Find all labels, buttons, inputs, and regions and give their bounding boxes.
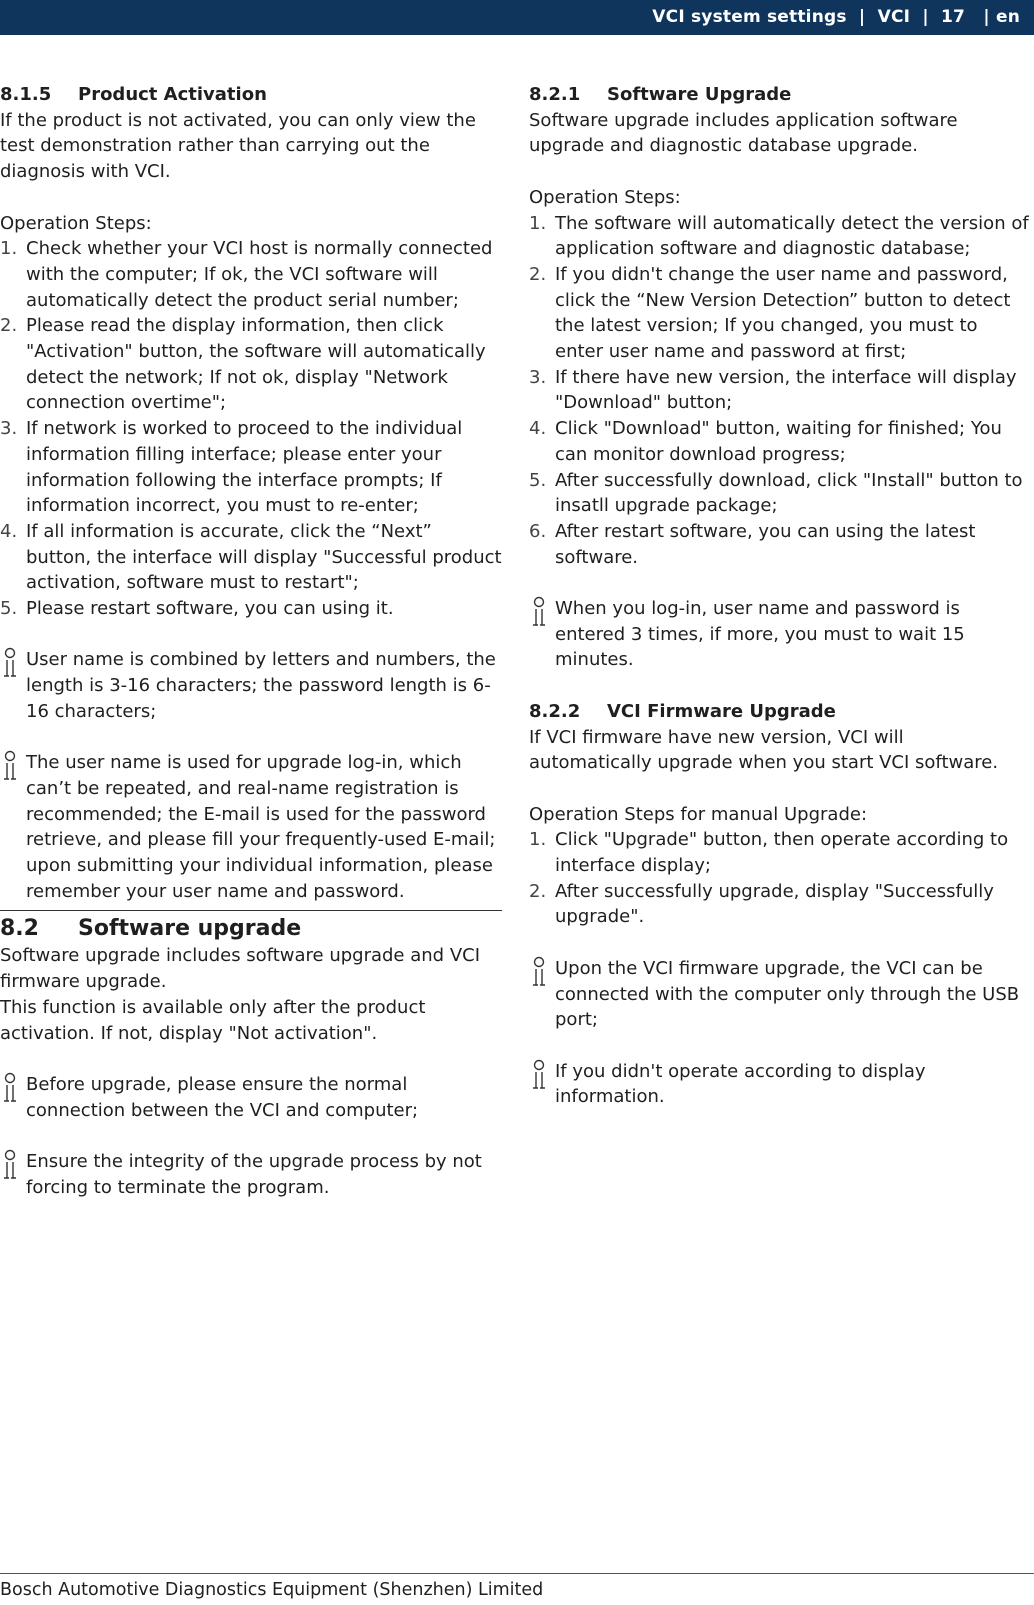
list-item: 4. If all information is accurate, click the “Next” button, the interface will display "Successful product activation, software must to restart"; bbox=[0, 520, 502, 594]
page-footer: Bosch Automotive Diagnostics Equipment (Shenzhen) Limited bbox=[0, 1580, 544, 1600]
right-column bbox=[529, 82, 1029, 1110]
list-item: 1. The software will automatically detect the version of application software and diagnostic database; bbox=[529, 212, 1029, 260]
section-title: Software Upgrade bbox=[607, 84, 792, 105]
info-note: When you log-in, user name and password is entered 3 times, if more, you must to wait 15 minutes. bbox=[529, 596, 1029, 673]
list-item: 2. Please read the display information, then click "Activation" button, the software will automatically detect the network; If not ok, display "Network connection overtime"; bbox=[0, 315, 486, 414]
section-heading-8-1-5 bbox=[0, 82, 502, 108]
running-header: VCI system settings | VCI | 17 | en bbox=[652, 7, 1020, 27]
steps-label: Operation Steps: bbox=[0, 212, 152, 234]
section-number: 8.2 bbox=[0, 916, 39, 942]
left-column bbox=[0, 82, 502, 1200]
section-number: 8.2.1 bbox=[529, 84, 581, 105]
info-icon bbox=[2, 647, 20, 681]
list-item: 2. After successfully upgrade, display "Successfully upgrade". bbox=[529, 880, 994, 928]
section-heading-8-2 bbox=[0, 915, 502, 943]
steps-list bbox=[0, 236, 502, 622]
info-note: Ensure the integrity of the upgrade process by not forcing to terminate the program. bbox=[0, 1149, 502, 1200]
steps-label: Operation Steps: bbox=[529, 186, 681, 208]
section-number: 8.1.5 bbox=[0, 84, 52, 105]
list-item: 4. Click "Download" button, waiting for finished; You can monitor download progress; bbox=[529, 418, 1002, 465]
list-item: 5. After successfully download, click "Install" button to insatll upgrade package; bbox=[529, 469, 1023, 517]
steps-list bbox=[529, 211, 1029, 571]
info-note: User name is combined by letters and numbers, the length is 3-16 characters; the password length is 6-16 characters; bbox=[0, 647, 502, 724]
section-title: VCI Firmware Upgrade bbox=[607, 700, 836, 722]
list-item: 3. If there have new version, the interface will display "Download" button; bbox=[529, 366, 1017, 414]
info-icon bbox=[531, 1059, 549, 1093]
paragraph: This function is available only after the product activation. If not, display "Not activation". bbox=[0, 996, 426, 1044]
list-item: 3. If network is worked to proceed to the individual information filling interface; please enter your information following the interface prompts; If information incorrect, you must to re-enter; bbox=[0, 418, 463, 517]
section-heading-8-2-2 bbox=[529, 699, 1029, 725]
section-number: 8.2.2 bbox=[529, 700, 581, 722]
paragraph: If the product is not activated, you can only view the test demonstration rather than carrying out the diagnosis with VCI. bbox=[0, 109, 476, 183]
list-item: 5. Please restart software, you can using it. bbox=[0, 598, 394, 620]
section-8-2 bbox=[0, 910, 502, 1200]
steps-label: Operation Steps for manual Upgrade: bbox=[529, 803, 868, 825]
info-icon bbox=[2, 750, 20, 784]
info-note: Before upgrade, please ensure the normal connection between the VCI and computer; bbox=[0, 1072, 502, 1123]
info-note: The user name is used for upgrade log-in, which can’t be repeated, and real-name registration is recommended; the E-mail is used for the password retrieve, and please fill your frequently-used E-mail; upon submitting your individual information, please remember your user name and password. bbox=[0, 750, 502, 904]
paragraph: Software upgrade includes application software upgrade and diagnostic database upgrade. bbox=[529, 109, 958, 157]
section-title: Software upgrade bbox=[78, 916, 302, 942]
list-item: 2. If you didn't change the user name and password, click the “New Version Detection” button to detect the latest version; If you changed, you must to enter user name and password at first; bbox=[529, 263, 1011, 363]
steps-list bbox=[529, 827, 1029, 930]
footer-rule bbox=[0, 1573, 1034, 1574]
info-icon bbox=[2, 1149, 20, 1183]
info-icon bbox=[531, 596, 549, 630]
section-heading-8-2-1 bbox=[529, 82, 1029, 108]
paragraph: Software upgrade includes software upgrade and VCI firmware upgrade. bbox=[0, 945, 481, 993]
page-header-bar bbox=[0, 0, 1034, 35]
section-title: Product Activation bbox=[78, 84, 267, 105]
info-note: If you didn't operate according to display information. bbox=[529, 1059, 1029, 1110]
paragraph: If VCI firmware have new version, VCI will automatically upgrade when you start VCI software. bbox=[529, 726, 999, 774]
info-icon bbox=[531, 956, 549, 990]
list-item: 1. Click "Upgrade" button, then operate according to interface display; bbox=[529, 829, 1009, 877]
list-item: 1. Check whether your VCI host is normally connected with the computer; If ok, the VCI software will automatically detect the product serial number; bbox=[0, 238, 493, 311]
info-icon bbox=[2, 1072, 20, 1106]
info-note: Upon the VCI firmware upgrade, the VCI can be connected with the computer only through the USB port; bbox=[529, 956, 1029, 1033]
list-item: 6. After restart software, you can using the latest software. bbox=[529, 520, 976, 568]
